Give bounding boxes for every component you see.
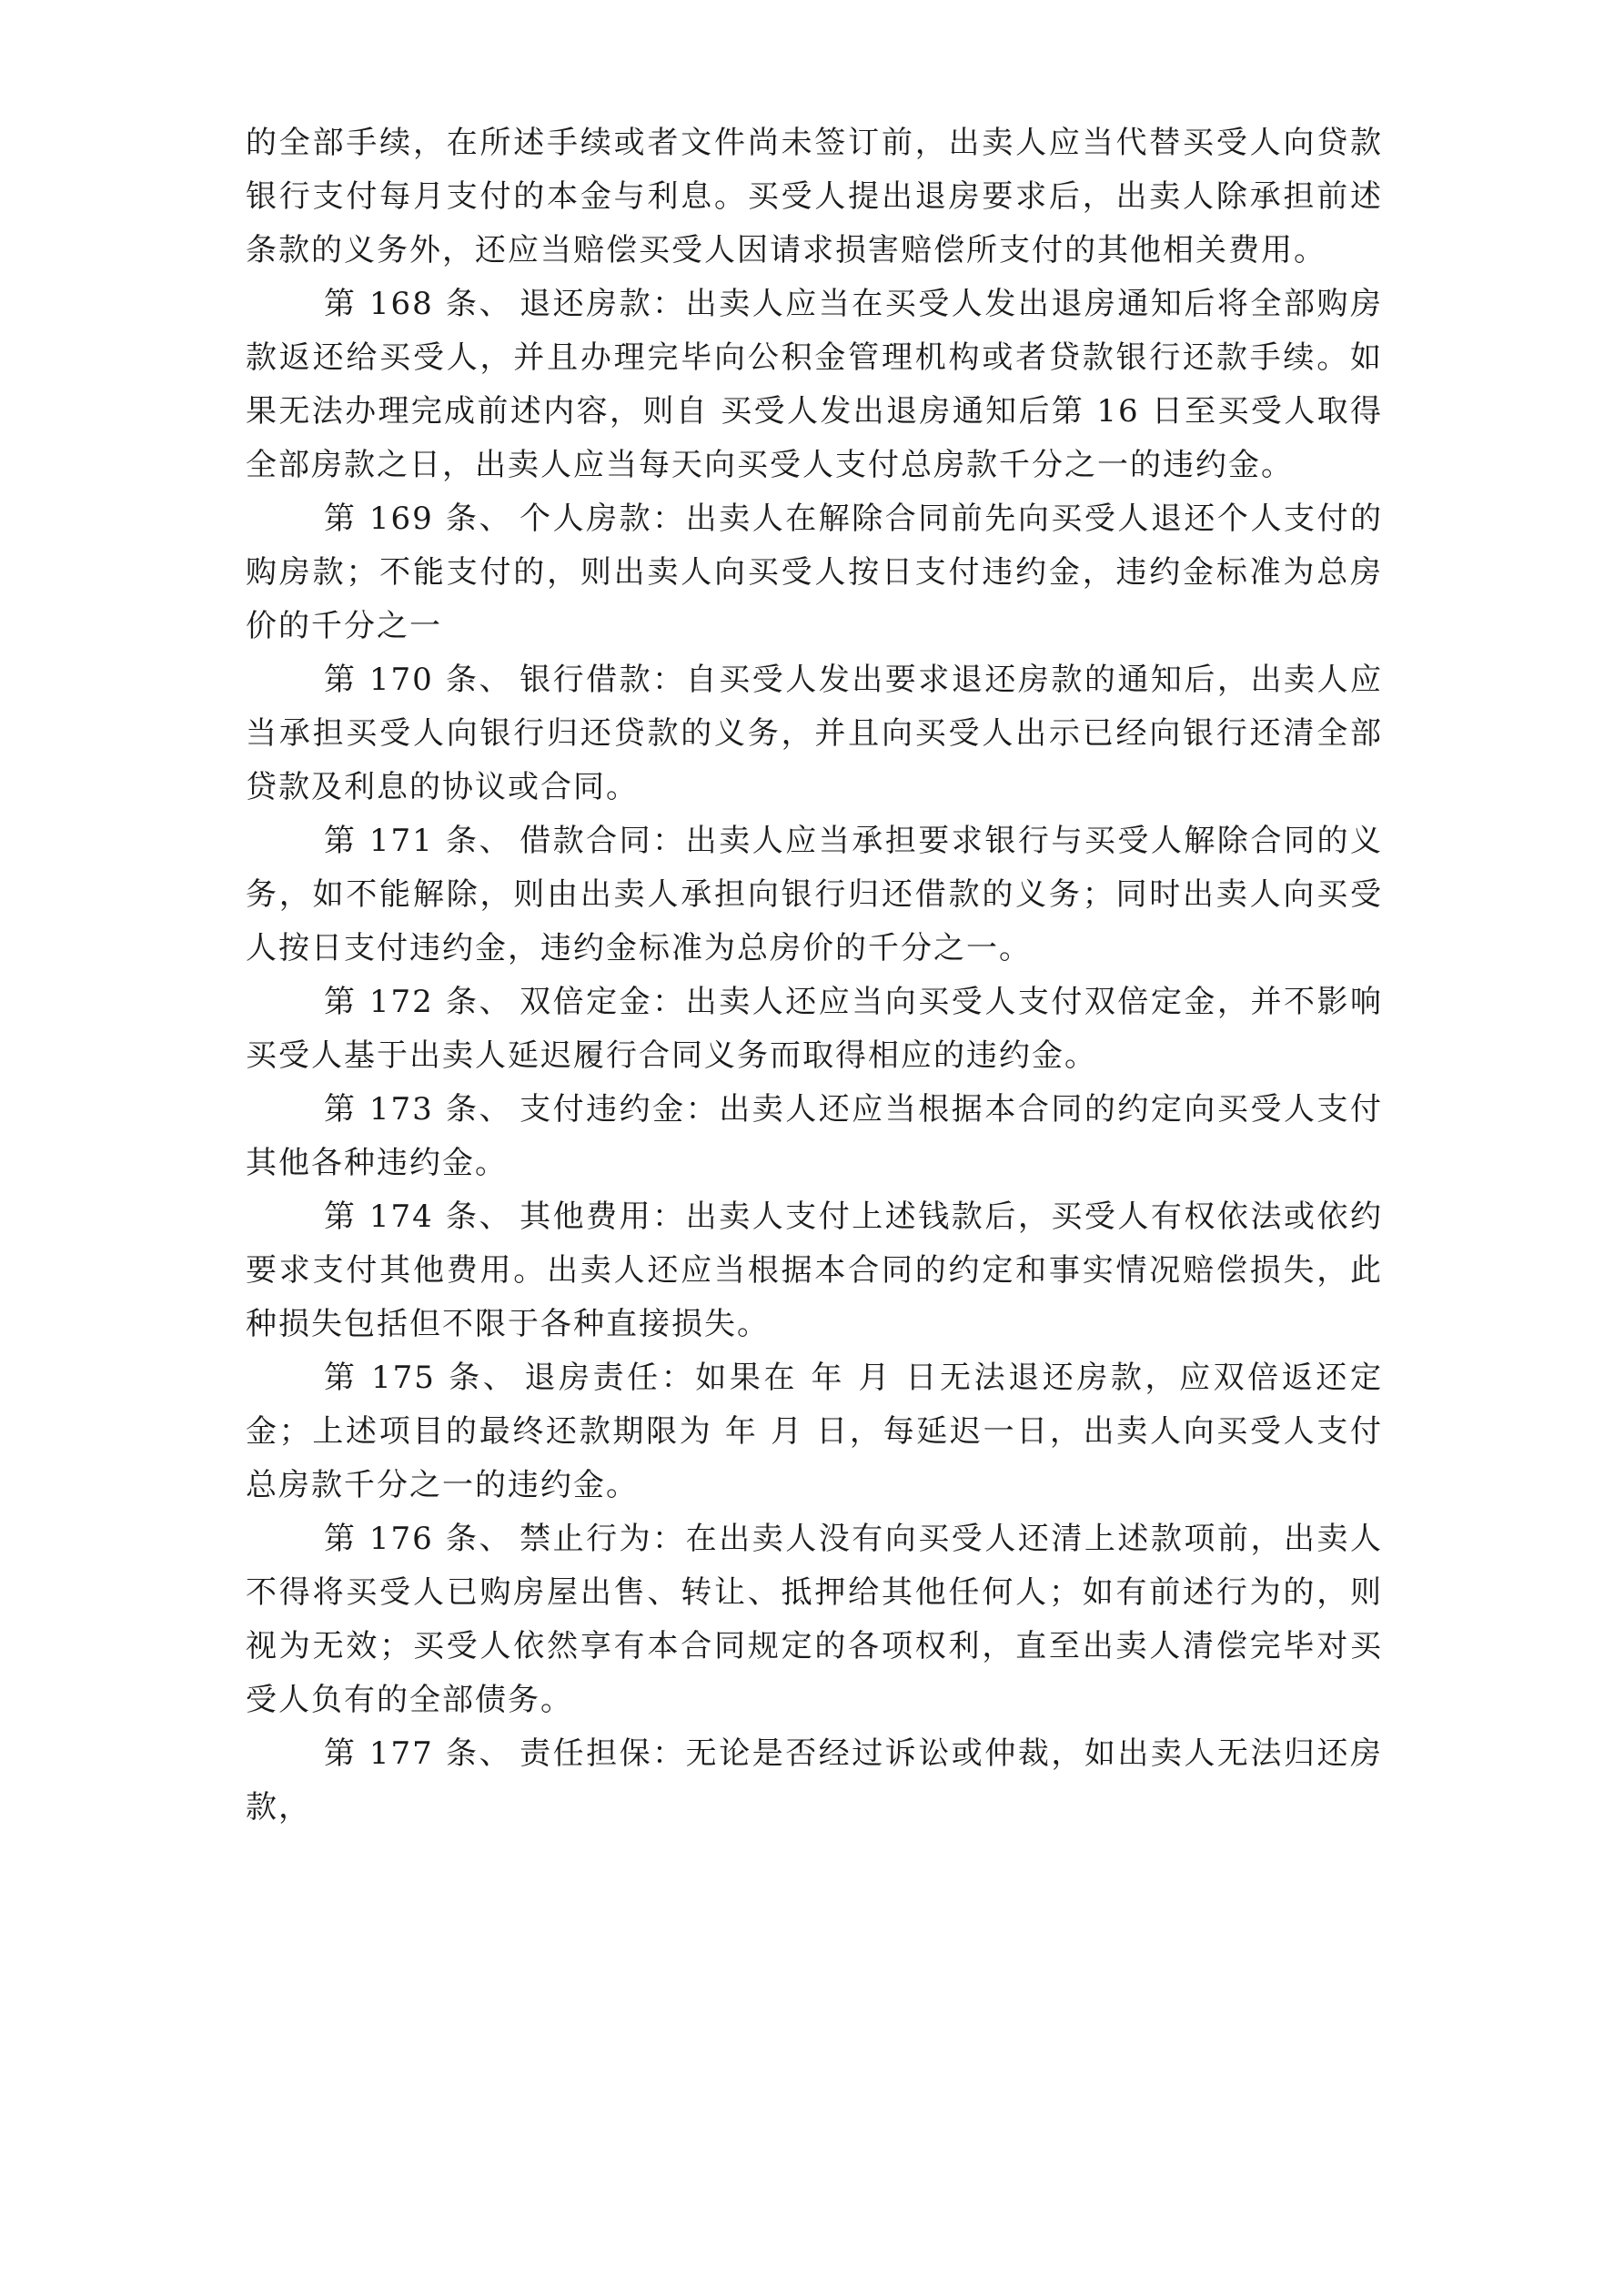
article-170 — [246, 653, 1383, 814]
article-number: 第 172 条、 — [324, 984, 513, 1020]
article-text: 责任担保：无论是否经过诉讼或仲裁，如出卖人无法归还房款， — [246, 1735, 1383, 1826]
article-number: 第 168 条、 — [324, 286, 513, 322]
article-number: 第 175 条、 — [324, 1360, 518, 1396]
article-text: 其他费用：出卖人支付上述钱款后，买受人有权依法或依约要求支付其他费用。出卖人还应当根据本合同的约定和事实情况赔偿损失，此种损失包括但不限于各种直接损失。 — [246, 1199, 1383, 1342]
article-text: 借款合同：出卖人应当承担要求银行与买受人解除合同的义务，如不能解除，则由出卖人承担向银行归还借款的义务；同时出卖人向买受人按日支付违约金，违约金标准为总房价的千分之一。 — [246, 823, 1383, 966]
article-text: 退还房款：出卖人应当在买受人发出退房通知后将全部购房款返还给买受人，并且办理完毕向公积金管理机构或者贷款银行还款手续。如果无法办理完成前述内容，则自 买受人发出退房通知后第 16 日至买受人取得全部房款之日，出卖人应当每天向买受人支付总房款千分之一的违约金。 — [246, 286, 1383, 483]
article-number: 第 177 条、 — [324, 1735, 513, 1772]
article-text: 双倍定金：出卖人还应当向买受人支付双倍定金，并不影响买受人基于出卖人延迟履行合同义务而取得相应的违约金。 — [246, 984, 1383, 1074]
article-text: 禁止行为：在出卖人没有向买受人还清上述款项前，出卖人不得将买受人已购房屋出售、转让、抵押给其他任何人；如有前述行为的，则视为无效；买受人依然享有本合同规定的各项权利，直至出卖人清偿完毕对买受人负有的全部债务。 — [246, 1521, 1383, 1718]
article-text: 个人房款：出卖人在解除合同前先向买受人退还个人支付的购房款；不能支付的，则出卖人向买受人按日支付违约金，违约金标准为总房价的千分之一 — [246, 501, 1383, 644]
article-number: 第 169 条、 — [324, 501, 513, 537]
article-number: 第 171 条、 — [324, 823, 513, 859]
article-171 — [246, 814, 1383, 976]
article-169 — [246, 492, 1383, 653]
paragraph-text: 的全部手续，在所述手续或者文件尚未签订前，出卖人应当代替买受人向贷款银行支付每月支付的本金与利息。买受人提出退房要求后，出卖人除承担前述条款的义务外，还应当赔偿买受人因请求损害赔偿所支付的其他相关费用。 — [246, 125, 1383, 268]
article-176 — [246, 1512, 1383, 1727]
article-text: 银行借款：自买受人发出要求退还房款的通知后，出卖人应当承担买受人向银行归还贷款的义务，并且向买受人出示已经向银行还清全部贷款及利息的协议或合同。 — [246, 662, 1383, 805]
article-168 — [246, 278, 1383, 492]
article-text: 支付违约金：出卖人还应当根据本合同的约定向买受人支付其他各种违约金。 — [246, 1091, 1383, 1181]
article-174 — [246, 1190, 1383, 1351]
article-177 — [246, 1727, 1383, 1835]
paragraph-continuation — [246, 116, 1383, 278]
article-number: 第 173 条、 — [324, 1091, 513, 1128]
article-number: 第 170 条、 — [324, 662, 513, 698]
document-body — [246, 116, 1383, 1835]
article-number: 第 176 条、 — [324, 1521, 513, 1557]
article-text: 退房责任：如果在 年 月 日无法退还房款，应双倍返还定金；上述项目的最终还款期限为 年 月 日，每延迟一日，出卖人向买受人支付总房款千分之一的违约金。 — [246, 1360, 1384, 1503]
article-172 — [246, 976, 1383, 1083]
article-number: 第 174 条、 — [324, 1199, 513, 1235]
article-175 — [246, 1351, 1383, 1512]
article-173 — [246, 1083, 1383, 1190]
